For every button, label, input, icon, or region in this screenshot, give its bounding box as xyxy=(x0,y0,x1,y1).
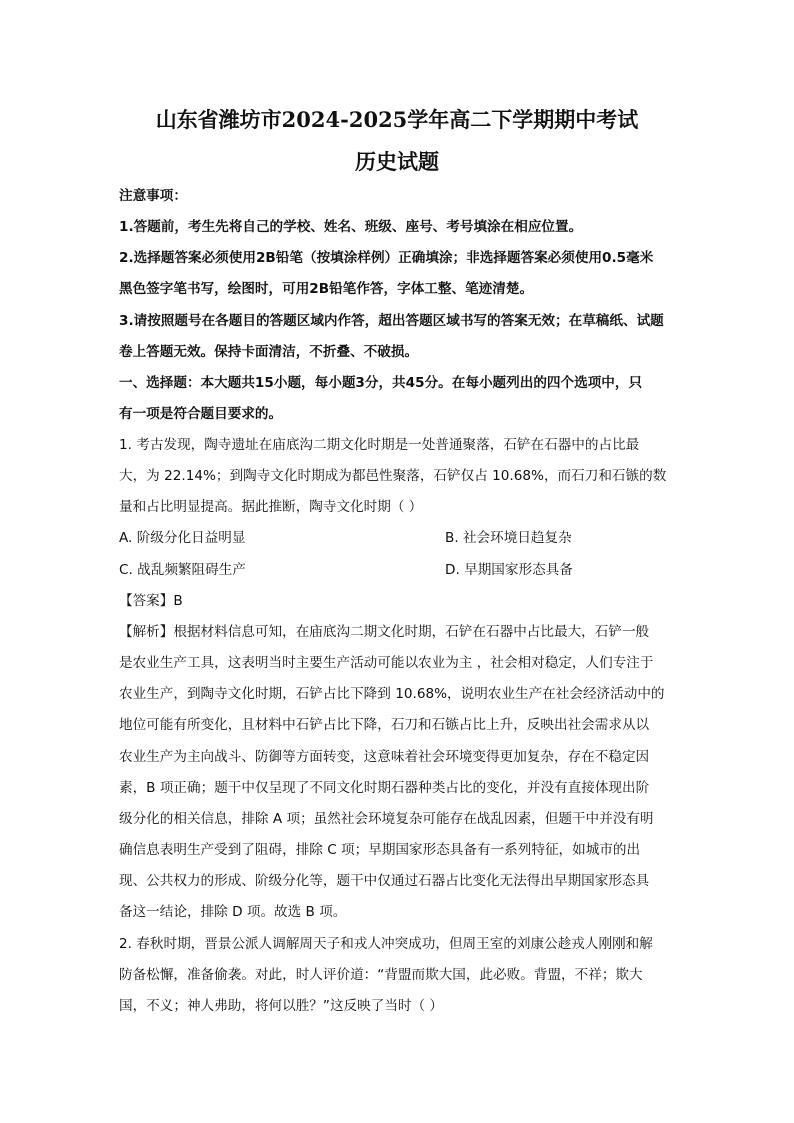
q1-option-c: C. 战乱频繁阻碍生产 xyxy=(119,562,246,578)
q1-analysis-line-8: 确信息表明生产受到了阻碍，排除 C 项；早期国家形态具备有一系列特征，如城市的出 xyxy=(119,842,641,858)
q1-analysis-line-7: 级分化的相关信息，排除 A 项；虽然社会环境复杂可能存在战乱因素，但题干中并没有明 xyxy=(119,811,654,827)
q1-analysis-line-9: 现、公共权力的形成、阶级分化等，题干中仅通过石器占比变化无法得出早期国家形态具 xyxy=(119,873,650,889)
note-3-line-2: 卷上答题无效。保持卡面清洁，不折叠、不破损。 xyxy=(119,344,419,360)
note-1: 1.答题前，考生先将自己的学校、姓名、班级、座号、考号填涂在相应位置。 xyxy=(119,219,583,235)
exam-subtitle: 历史试题 xyxy=(355,149,439,174)
q1-stem-line-1: 1. 考古发现，陶寺遗址在庙底沟二期文化时期是一处普通聚落，石铲在石器中的占比最 xyxy=(119,437,640,453)
q1-stem-line-2: 大，为 22.14%；到陶寺文化时期成为都邑性聚落，石铲仅占 10.68%，而石刀和石镞的数 xyxy=(119,468,667,484)
q1-analysis-line-6: 素，B 项正确；题干中仅呈现了不同文化时期石器种类占比的变化，并没有直接体现出阶 xyxy=(119,780,650,796)
notes-heading: 注意事项： xyxy=(119,188,187,204)
q2-stem-line-1: 2. 春秋时期，晋景公派人调解周天子和戎人冲突成功，但周王室的刘康公趁戎人刚刚和解 xyxy=(119,936,653,952)
q1-analysis-line-10: 备这一结论，排除 D 项。故选 B 项。 xyxy=(119,904,347,920)
q1-analysis-line-3: 农业生产，到陶寺文化时期，石铲占比下降到 10.68%，说明农业生产在社会经济活动中的 xyxy=(119,686,665,702)
note-2-line-2: 黑色签字笔书写，绘图时，可用2B铅笔作答，字体工整、笔迹清楚。 xyxy=(119,281,534,297)
section-heading-line-1: 一、选择题：本大题共15小题，每小题3分，共45分。在每小题列出的四个选项中，只 xyxy=(119,375,643,391)
q1-analysis-line-1: 【解析】根据材料信息可知，在庙底沟二期文化时期，石铲在石器中占比最大，石铲一般 xyxy=(119,624,650,640)
q1-option-d: D. 早期国家形态具备 xyxy=(445,562,573,578)
q1-stem-line-3: 量和占比明显提高。据此推断，陶寺文化时期（ ） xyxy=(119,499,423,515)
section-heading-line-2: 有一项是符合题目要求的。 xyxy=(119,406,283,422)
q1-analysis-line-5: 农业生产为主向战斗、防御等方面转变，这意味着社会环境变得更加复杂，存在不稳定因 xyxy=(119,749,650,765)
note-2-line-1: 2.选择题答案必须使用2B铅笔（按填涂样例）正确填涂；非选择题答案必须使用0.5毫米 xyxy=(119,250,654,266)
q1-option-a: A. 阶级分化日益明显 xyxy=(119,530,246,546)
note-3-line-1: 3.请按照题号在各题目的答题区域内作答，超出答题区域书写的答案无效；在草稿纸、试题 xyxy=(119,313,664,329)
q2-stem-line-2: 防备松懈，准备偷袭。对此，时人评价道：“背盟而欺大国，此必败。背盟，不祥；欺大 xyxy=(119,967,643,983)
q1-answer: 【答案】B xyxy=(119,593,183,609)
q1-analysis-line-2: 是农业生产工具，这表明当时主要生产活动可能以农业为主 ，社会相对稳定，人们专注于 xyxy=(119,655,654,671)
q1-analysis-line-4: 地位可能有所变化，且材料中石铲占比下降，石刀和石镞占比上升，反映出社会需求从以 xyxy=(119,717,650,733)
q1-option-b: B. 社会环境日趋复杂 xyxy=(445,530,572,546)
q2-stem-line-3: 国，不义；神人弗助，将何以胜？”这反映了当时（ ） xyxy=(119,998,444,1014)
exam-title: 山东省潍坊市2024-2025学年高二下学期期中考试 xyxy=(155,107,639,132)
